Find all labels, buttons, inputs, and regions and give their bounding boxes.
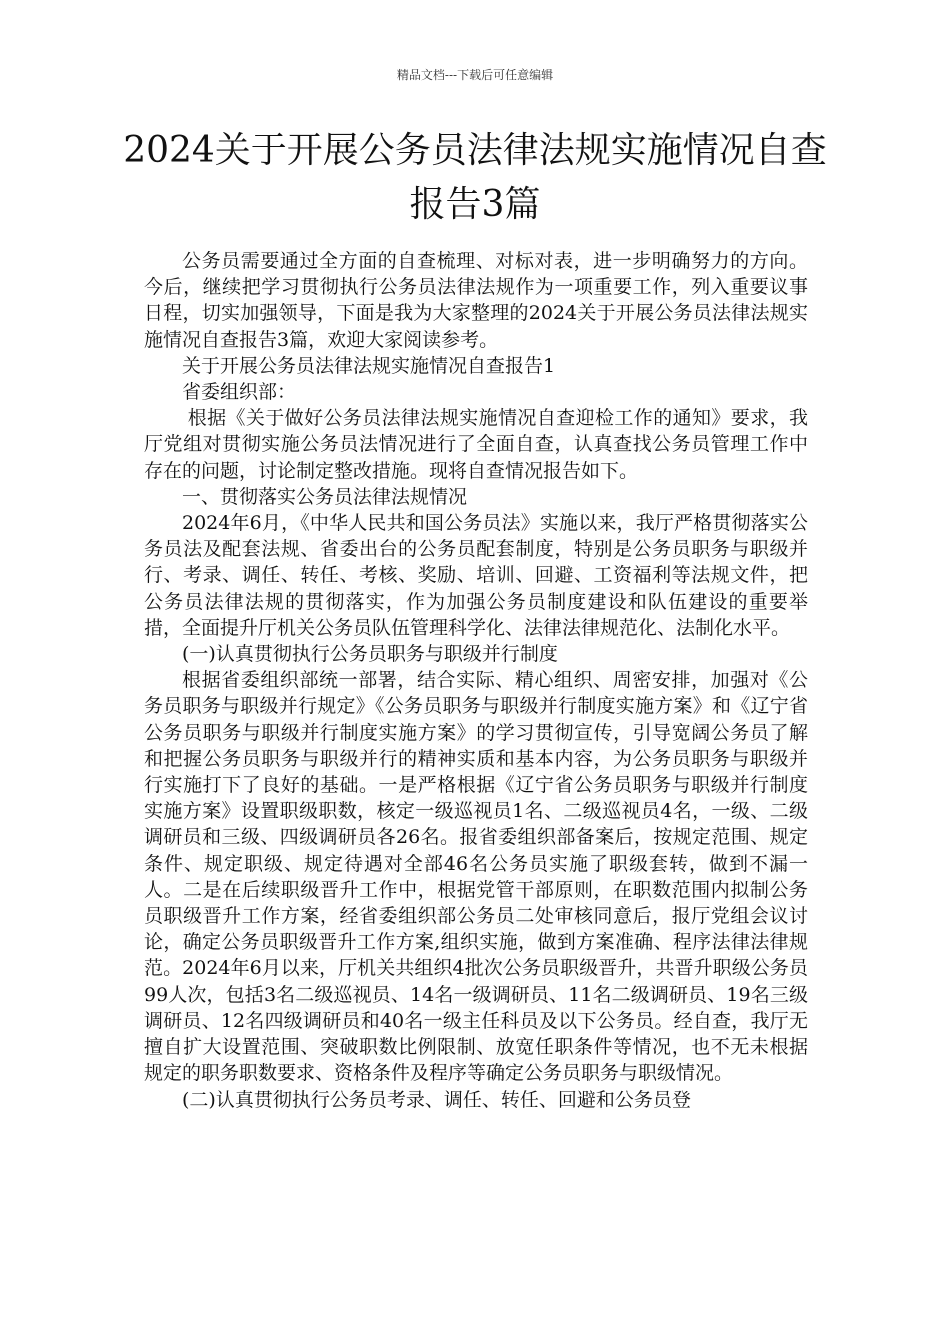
- body-paragraph: 根据省委组织部统一部署，结合实际、精心组织、周密安排，加强对《公务员职务与职级并行规定》《公务员职务与职级并行制度实施方案》和《辽宁省公务员职务与职级并行制度实施方案》的学习贯彻宣传，引导宽阔公务员了解和把握公务员职务与职级并行的精神实质和基本内容，为公务员职务与职级并行实施打下了良好的基础。一是严格根据《辽宁省公务员职务与职级并行制度实施方案》设置职级职数，核定一级巡视员1名、二级巡视员4名，一级、二级调研员和三级、四级调研员各26名。报省委组织部备案后，按规定范围、规定条件、规定职级、规定待遇对全部46名公务员实施了职级套转，做到不漏一人。二是在后续职级晋升工作中，根据党管干部原则，在职数范围内拟制公务员职级晋升工作方案，经省委组织部公务员二处审核同意后，报厅党组会议讨论，确定公务员职级晋升工作方案,组织实施，做到方案准确、程序法律法律规范。2024年6月以来，厅机关共组织4批次公务员职级晋升，共晋升职级公务员99人次，包括3名二级巡视员、14名一级调研员、11名二级调研员、19名三级调研员、12名四级调研员和40名一级主任科员及以下公务员。经自查，我厅无擅自扩大设置范围、突破职数比例限制、放宽任职条件等情况，也不无未根据规定的职务职数要求、资格条件及程序等确定公务员职务与职级情况。: [144, 669, 808, 1085]
- section-heading: 一、贯彻落实公务员法律法规情况: [182, 485, 468, 508]
- document-title: 2024关于开展公务员法律法规实施情况自查报告3篇: [123, 130, 827, 225]
- body-paragraph: 根据《关于做好公务员法律法规实施情况自查迎检工作的通知》要求，我厅党组对贯彻实施公务员法情况进行了全面自查，认真查找公务员管理工作中存在的问题，讨论制定整改措施。现将自查情况报告如下。: [144, 407, 808, 482]
- subsection-heading: (二)认真贯彻执行公务员考录、调任、转任、回避和公务员登: [182, 1088, 691, 1111]
- document-body: [144, 248, 808, 1113]
- body-paragraph: 2024年6月，《中华人民共和国公务员法》实施以来，我厅严格贯彻落实公务员法及配套法规、省委出台的公务员配套制度，特别是公务员职务与职级并行、考录、调任、转任、考核、奖励、培训、回避、工资福利等法规文件，把公务员法律法规的贯彻落实，作为加强公务员制度建设和队伍建设的重要举措，全面提升厅机关公务员队伍管理科学化、法律法律规范化、法制化水平。: [144, 512, 808, 639]
- intro-paragraph: 公务员需要通过全方面的自查梳理、对标对表，进一步明确努力的方向。今后，继续把学习贯彻执行公务员法律法规作为一项重要工作，列入重要议事日程，切实加强领导，下面是我为大家整理的2024关于开展公务员法律法规实施情况自查报告3篇，欢迎大家阅读参考。: [144, 250, 808, 351]
- salutation: 省委组织部：: [182, 381, 297, 404]
- report-heading: 关于开展公务员法律法规实施情况自查报告1: [182, 354, 556, 377]
- page-header: 精品文档---下载后可任意编辑: [396, 68, 554, 82]
- subsection-heading: (一)认真贯彻执行公务员职务与职级并行制度: [182, 643, 558, 666]
